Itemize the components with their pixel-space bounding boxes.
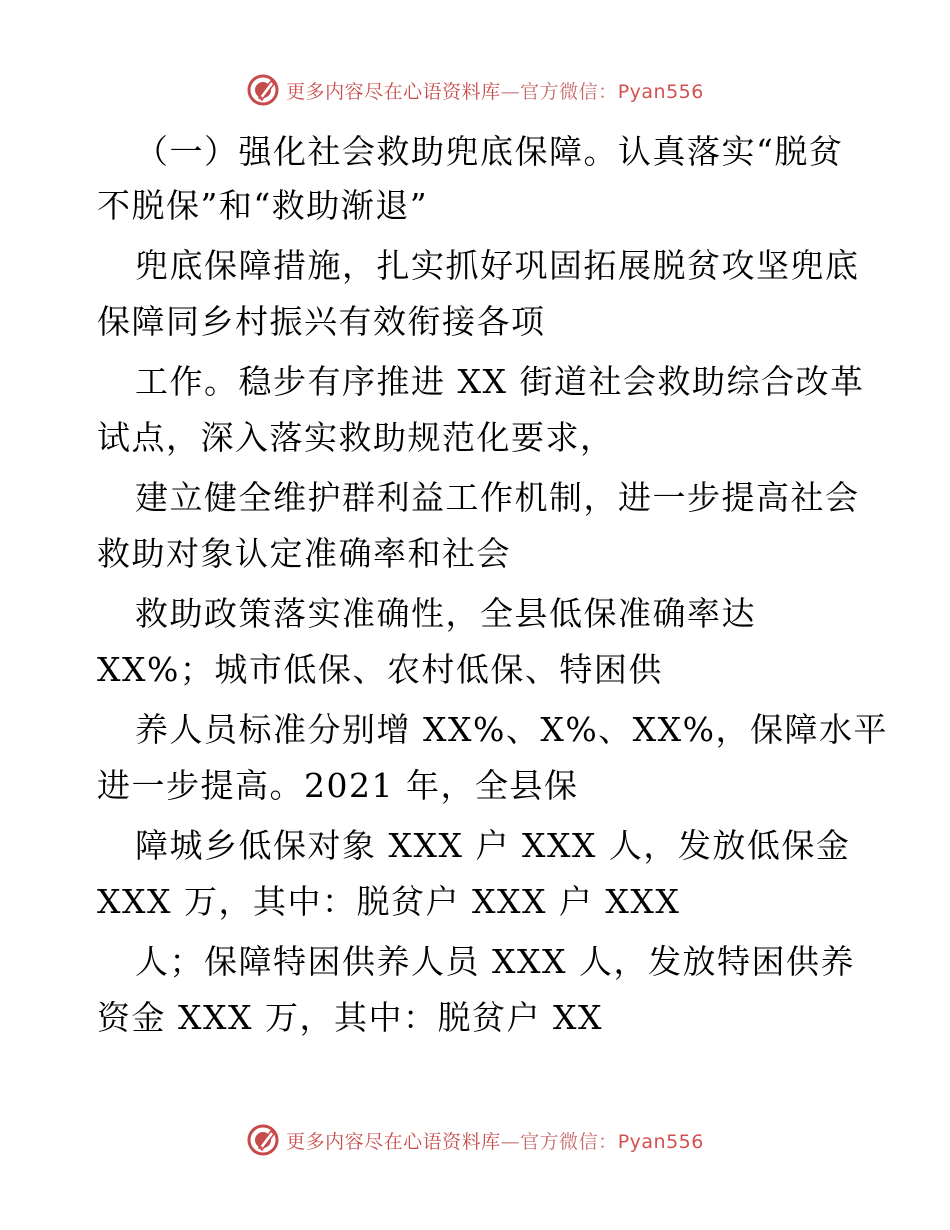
- watermark-wechat-label: 官方微信：: [520, 1130, 618, 1153]
- watermark-separator: —: [500, 1130, 521, 1153]
- watermark-text: [286, 77, 704, 104]
- watermark-wechat-id: Pyan556: [617, 1130, 704, 1153]
- paragraph-line: 养人员标准分别增 XX%、X%、XX%，保障水平: [135, 710, 889, 749]
- paragraph-line: 不脱保”和“救助渐退”: [97, 186, 429, 225]
- paragraph-line: 试点，深入落实救助规范化要求，: [97, 418, 615, 457]
- watermark-text: [286, 1127, 704, 1154]
- watermark-separator: —: [500, 80, 521, 103]
- watermark-wechat-id: Pyan556: [617, 80, 704, 103]
- paragraph-line: 兜底保障措施，扎实抓好巩固拓展脱贫攻坚兜底: [135, 246, 860, 285]
- pen-logo-icon: [246, 1123, 280, 1157]
- paragraph-line: 建立健全维护群利益工作机制，进一步提高社会: [135, 478, 860, 517]
- paragraph-line: XXX 万，其中：脱贫户 XXX 户 XXX: [97, 882, 681, 921]
- paragraph-line: 资金 XXX 万，其中：脱贫户 XX: [97, 998, 603, 1037]
- watermark-title: 更多内容尽在心语资料库: [286, 80, 501, 103]
- watermark-header: [0, 70, 950, 110]
- pen-logo-icon: [246, 73, 280, 107]
- paragraph-line: 保障同乡村振兴有效衔接各项: [97, 302, 546, 341]
- paragraph-line: 人；保障特困供养人员 XXX 人，发放特困供养: [135, 942, 855, 981]
- paragraph-line: 救助对象认定准确率和社会: [97, 534, 511, 573]
- paragraph-line: 进一步提高。2021 年，全县保: [97, 766, 579, 805]
- watermark-wechat-label: 官方微信：: [520, 80, 618, 103]
- paragraph-line: 工作。稳步有序推进 XX 街道社会救助综合改革: [135, 362, 865, 401]
- paragraph-line: XX%；城市低保、农村低保、特困供: [97, 650, 663, 689]
- paragraph-line: （一）强化社会救助兜底保障。认真落实“脱贫: [135, 132, 844, 171]
- watermark-footer: [0, 1120, 950, 1160]
- paragraph-line: 障城乡低保对象 XXX 户 XXX 人，发放低保金: [135, 826, 851, 865]
- watermark-title: 更多内容尽在心语资料库: [286, 1130, 501, 1153]
- paragraph-line: 救助政策落实准确性，全县低保准确率达: [135, 594, 756, 633]
